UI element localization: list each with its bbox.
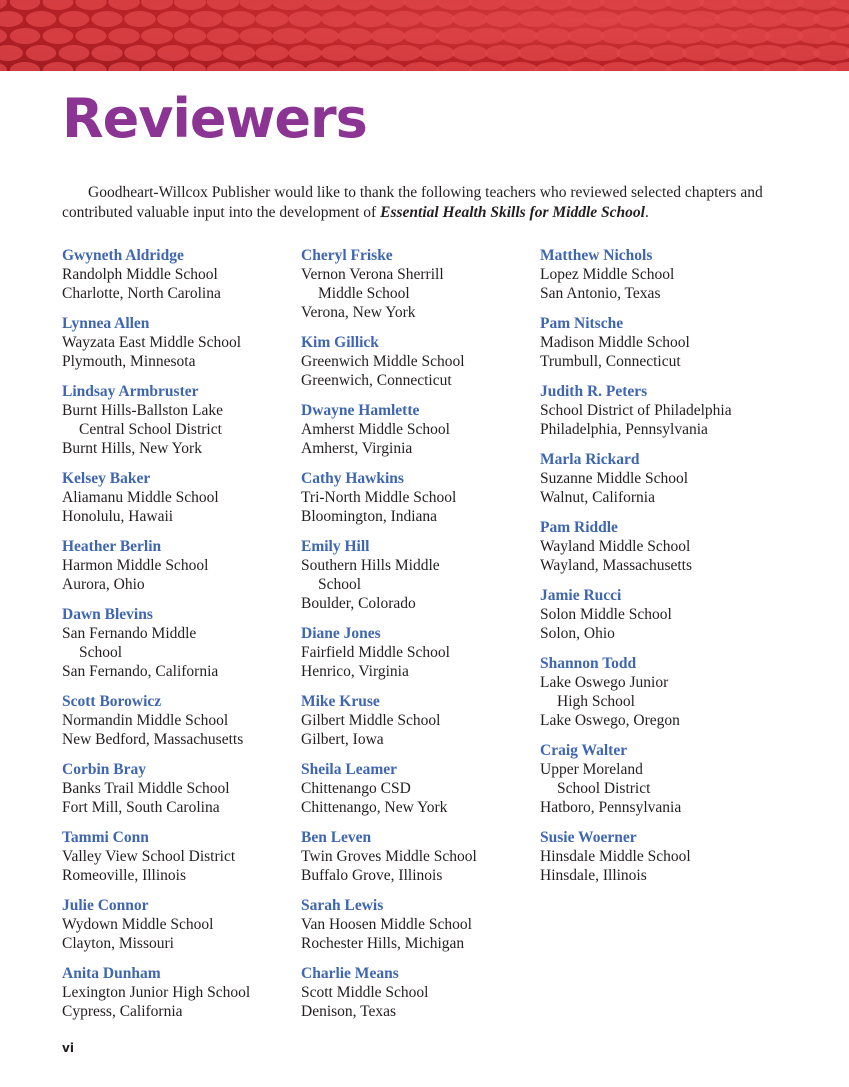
banner-dot (452, 45, 488, 61)
banner-dot (190, 11, 222, 27)
reviewer-name: Lindsay Armbruster (62, 383, 199, 400)
reviewer-school: Central School District (79, 421, 222, 438)
banner-dot (141, 62, 173, 71)
banner-dot (469, 28, 505, 44)
reviewer-entry (540, 654, 780, 730)
reviewer-entry (540, 450, 780, 507)
banner-dot (26, 11, 56, 27)
banner-dot (354, 45, 388, 61)
reviewer-entry (540, 246, 780, 303)
intro-book-title: Essential Health Skills for Middle School (380, 203, 645, 221)
reviewer-school: Middle School (318, 285, 410, 302)
banner-dot (321, 11, 355, 27)
reviewer-school: Chittenango CSD (301, 780, 411, 797)
banner-dot (682, 45, 720, 61)
reviewer-entry (540, 828, 780, 885)
reviewer-school: Gilbert Middle School (301, 712, 441, 729)
banner-dot (10, 0, 40, 10)
reviewer-location: Trumbull, Connecticut (540, 353, 681, 370)
intro-end: . (644, 203, 649, 221)
banner-dot (649, 11, 687, 27)
banner-dot (272, 28, 306, 44)
reviewer-location: Lake Oswego, Oregon (540, 712, 680, 729)
reviewer-school: Greenwich Middle School (301, 353, 465, 370)
reviewer-school: Amherst Middle School (301, 421, 450, 438)
reviewer-name: Susie Woerner (540, 829, 637, 846)
banner-dot (321, 45, 355, 61)
reviewer-name: Dwayne Hamlette (301, 402, 420, 419)
banner-dot (305, 28, 339, 44)
reviewer-name: Matthew Nichols (540, 247, 653, 264)
banner-dot (75, 62, 106, 71)
banner-dot (583, 45, 620, 61)
banner-dot (0, 62, 7, 71)
reviewer-location: Cypress, California (62, 1003, 183, 1020)
banner-dot (239, 0, 272, 10)
reviewer-school: Lake Oswego Junior (540, 674, 669, 691)
banner-dot (469, 62, 505, 71)
reviewer-location: Gilbert, Iowa (301, 731, 384, 748)
reviewer-name: Corbin Bray (62, 761, 146, 778)
reviewer-name: Emily Hill (301, 538, 370, 555)
reviewer-entry (301, 469, 526, 526)
reviewer-name: Dawn Blevins (62, 606, 153, 623)
reviewer-location: Romeoville, Illinois (62, 867, 186, 884)
reviewer-name: Kim Gillick (301, 334, 379, 351)
reviewer-name: Lynnea Allen (62, 315, 150, 332)
banner-dot (91, 45, 122, 61)
reviewer-name: Sheila Leamer (301, 761, 397, 778)
reviewer-location: Chittenango, New York (301, 799, 448, 816)
banner-dot (239, 28, 272, 44)
reviewer-name: Gwyneth Aldridge (62, 247, 184, 264)
reviewer-school: Van Hoosen Middle School (301, 916, 472, 933)
banner-dot (91, 11, 122, 27)
banner-dot (830, 28, 849, 44)
banner-dot (305, 0, 339, 10)
intro-paragraph (62, 183, 782, 222)
reviewer-entry (301, 624, 526, 681)
reviewer-school: Fairfield Middle School (301, 644, 450, 661)
banner-dot (452, 11, 488, 27)
reviewer-school: Madison Middle School (540, 334, 690, 351)
reviewer-location: Hatboro, Pennsylvania (540, 799, 682, 816)
reviewer-column-2 (301, 246, 526, 1032)
banner-dot (502, 28, 538, 44)
reviewer-entry (62, 246, 287, 303)
reviewer-name: Tammi Conn (62, 829, 149, 846)
reviewer-location: San Antonio, Texas (540, 285, 661, 302)
intro-text: Goodheart-Willcox Publisher would like to thank the following teachers who reviewed selected chapters and contributed valuable input into the development of (62, 184, 763, 221)
banner-dot (830, 0, 849, 10)
banner-dot (649, 45, 687, 61)
reviewer-entry (62, 314, 287, 371)
reviewer-location: Buffalo Grove, Illinois (301, 867, 443, 884)
reviewer-school: Banks Trail Middle School (62, 780, 230, 797)
reviewer-entry (301, 828, 526, 885)
banner-dot (141, 28, 173, 44)
banner-dot (535, 0, 572, 10)
reviewer-location: Boulder, Colorado (301, 595, 416, 612)
reviewer-name: Jamie Rucci (540, 587, 622, 604)
banner-dot (502, 62, 538, 71)
reviewer-entry (62, 828, 287, 885)
reviewer-name: Craig Walter (540, 742, 628, 759)
reviewer-entry (62, 537, 287, 594)
banner-dot (288, 45, 322, 61)
banner-dot (338, 0, 372, 10)
reviewer-entry (301, 760, 526, 817)
reviewer-entry (301, 692, 526, 749)
reviewer-location: Hinsdale, Illinois (540, 867, 647, 884)
reviewer-name: Marla Rickard (540, 451, 640, 468)
banner-dot (518, 45, 554, 61)
reviewer-entry (62, 760, 287, 817)
banner-dot (567, 28, 604, 44)
banner-dots-pattern (0, 0, 849, 71)
banner-dot (59, 45, 90, 61)
reviewer-entry (301, 333, 526, 390)
reviewer-entry (62, 692, 287, 749)
banner-dot (10, 28, 40, 44)
banner-dot (616, 11, 654, 27)
banner-dot (223, 45, 256, 61)
reviewer-location: Bloomington, Indiana (301, 508, 438, 525)
reviewer-school: Valley View School District (62, 848, 236, 865)
reviewer-school: Tri-North Middle School (301, 489, 457, 506)
reviewer-school: School (79, 644, 123, 661)
reviewer-name: Diane Jones (301, 625, 381, 642)
banner-dot (354, 11, 388, 27)
reviewer-school: School District of Philadelphia (540, 402, 732, 419)
reviewer-name: Julie Connor (62, 897, 149, 914)
reviewer-school: Hinsdale Middle School (540, 848, 691, 865)
banner-dot (485, 11, 521, 27)
banner-dot (371, 62, 406, 71)
banner-dot (0, 28, 7, 44)
reviewer-location: Solon, Ohio (540, 625, 615, 642)
banner-dot (403, 0, 438, 10)
reviewer-school: Twin Groves Middle School (301, 848, 477, 865)
reviewer-column-3 (540, 246, 780, 896)
banner-dot (419, 45, 454, 61)
banner-dot (666, 62, 704, 71)
banner-dot (666, 0, 704, 10)
banner-dot (174, 62, 206, 71)
reviewer-location: San Fernando, California (62, 663, 219, 680)
reviewer-entry (540, 586, 780, 643)
banner-dot (436, 28, 472, 44)
banner-dot (0, 11, 23, 27)
banner-dot (108, 0, 140, 10)
reviewer-location: Burnt Hills, New York (62, 440, 202, 457)
banner-dot (255, 45, 288, 61)
reviewer-school: Randolph Middle School (62, 266, 218, 283)
reviewer-school: Wayland Middle School (540, 538, 691, 555)
reviewer-entry (62, 896, 287, 953)
banner-dot (633, 0, 671, 10)
banner-dot (272, 0, 306, 10)
reviewer-school: Burnt Hills-Ballston Lake (62, 402, 224, 419)
reviewer-entry (540, 382, 780, 439)
reviewer-location: Aurora, Ohio (62, 576, 145, 593)
reviewer-school: Vernon Verona Sherrill (301, 266, 444, 283)
banner-dot (535, 62, 572, 71)
reviewer-entry (540, 314, 780, 371)
reviewer-location: Verona, New York (301, 304, 416, 321)
banner-dot (666, 28, 704, 44)
reviewer-name: Ben Leven (301, 829, 372, 846)
banner-dot (157, 45, 189, 61)
banner-dot (502, 0, 538, 10)
banner-dot (387, 11, 422, 27)
reviewer-entry (62, 964, 287, 1021)
banner-dot (10, 62, 40, 71)
banner-dot (371, 0, 406, 10)
reviewer-entry (301, 964, 526, 1021)
reviewer-school: Wayzata East Middle School (62, 334, 242, 351)
reviewer-name: Shannon Todd (540, 655, 637, 672)
reviewer-location: Amherst, Virginia (301, 440, 413, 457)
reviewer-school: Southern Hills Middle (301, 557, 440, 574)
reviewer-name: Mike Kruse (301, 693, 380, 710)
page-number: vi (62, 1041, 74, 1055)
reviewer-location: Fort Mill, South Carolina (62, 799, 220, 816)
reviewer-location: Henrico, Virginia (301, 663, 409, 680)
banner-dot (43, 28, 74, 44)
banner-dot (583, 11, 620, 27)
reviewer-school: Suzanne Middle School (540, 470, 689, 487)
reviewer-school: High School (557, 693, 635, 710)
banner-dot (535, 28, 572, 44)
reviewer-location: Philadelphia, Pennsylvania (540, 421, 708, 438)
banner-dot (75, 0, 106, 10)
reviewer-school: Upper Moreland (540, 761, 643, 778)
banner-dot (124, 45, 156, 61)
banner-dot (567, 62, 604, 71)
reviewer-entry (62, 605, 287, 681)
reviewer-location: Greenwich, Connecticut (301, 372, 452, 389)
banner-dot (616, 45, 654, 61)
banner-dot (813, 45, 849, 61)
banner-dot (0, 45, 23, 61)
banner-dot (0, 0, 7, 10)
banner-dot (141, 0, 173, 10)
banner-dot (305, 62, 339, 71)
banner-dot (43, 0, 74, 10)
banner-dot (174, 0, 206, 10)
reviewer-school: Lexington Junior High School (62, 984, 251, 1001)
reviewer-entry (301, 246, 526, 322)
page-title: Reviewers (62, 87, 367, 150)
reviewer-entry (301, 401, 526, 458)
banner-dot (223, 11, 256, 27)
reviewer-entry (301, 537, 526, 613)
banner-dot (108, 62, 140, 71)
reviewer-school: Wydown Middle School (62, 916, 214, 933)
reviewer-name: Anita Dunham (62, 965, 161, 982)
banner-dot (371, 28, 406, 44)
banner-dot (567, 0, 604, 10)
reviewer-location: Clayton, Missouri (62, 935, 174, 952)
reviewer-location: Walnut, California (540, 489, 655, 506)
banner-dot (551, 45, 588, 61)
banner-dot (338, 28, 372, 44)
reviewer-name: Cheryl Friske (301, 247, 393, 264)
banner-dot (419, 11, 454, 27)
reviewer-name: Scott Borowicz (62, 693, 162, 710)
reviewer-school: Solon Middle School (540, 606, 672, 623)
banner-dot (633, 62, 671, 71)
reviewer-entry (301, 896, 526, 953)
reviewer-school: Harmon Middle School (62, 557, 209, 574)
banner-dot (436, 0, 472, 10)
banner-dot (485, 45, 521, 61)
banner-dot (174, 28, 206, 44)
reviewer-name: Pam Riddle (540, 519, 618, 536)
banner-dot (26, 45, 56, 61)
banner-dot (288, 11, 322, 27)
reviewer-name: Judith R. Peters (540, 383, 648, 400)
reviewer-location: Honolulu, Hawaii (62, 508, 174, 525)
reviewer-school: Lopez Middle School (540, 266, 675, 283)
reviewer-school: School District (557, 780, 651, 797)
banner-dot (682, 11, 720, 27)
reviewer-school: Normandin Middle School (62, 712, 229, 729)
banner-dot (813, 11, 849, 27)
reviewer-name: Cathy Hawkins (301, 470, 404, 487)
banner-dot (43, 62, 74, 71)
banner-dot (633, 28, 671, 44)
reviewer-location: Charlotte, North Carolina (62, 285, 221, 302)
banner-dot (403, 62, 438, 71)
banner-dot (469, 0, 505, 10)
reviewer-location: Wayland, Massachusetts (540, 557, 692, 574)
reviewer-entry (62, 469, 287, 526)
reviewer-entry (540, 741, 780, 817)
banner-dot (518, 11, 554, 27)
banner-dot (108, 28, 140, 44)
banner-dot (190, 45, 222, 61)
reviewer-name: Sarah Lewis (301, 897, 384, 914)
banner-dot (600, 0, 638, 10)
reviewer-entry (62, 382, 287, 458)
reviewer-location: Plymouth, Minnesota (62, 353, 196, 370)
banner-dot (387, 45, 422, 61)
reviewer-location: Denison, Texas (301, 1003, 397, 1020)
reviewer-school: San Fernando Middle (62, 625, 197, 642)
header-banner (0, 0, 849, 71)
reviewer-name: Kelsey Baker (62, 470, 151, 487)
banner-dot (272, 62, 306, 71)
banner-dot (830, 62, 849, 71)
reviewer-entry (540, 518, 780, 575)
banner-dot (551, 11, 588, 27)
banner-dot (59, 11, 90, 27)
reviewer-name: Pam Nitsche (540, 315, 624, 332)
banner-dot (338, 62, 372, 71)
reviewer-location: New Bedford, Massachusetts (62, 731, 244, 748)
reviewer-column-1 (62, 246, 287, 1032)
banner-dot (600, 62, 638, 71)
banner-dot (403, 28, 438, 44)
banner-dot (436, 62, 472, 71)
banner-dot (207, 28, 240, 44)
reviewer-location: Rochester Hills, Michigan (301, 935, 465, 952)
banner-dot (207, 62, 240, 71)
reviewer-school: Aliamanu Middle School (62, 489, 219, 506)
reviewer-school: School (318, 576, 362, 593)
reviewer-school: Scott Middle School (301, 984, 429, 1001)
banner-dot (207, 0, 240, 10)
reviewer-name: Charlie Means (301, 965, 399, 982)
reviewer-name: Heather Berlin (62, 538, 162, 555)
banner-dot (75, 28, 106, 44)
banner-dot (255, 11, 288, 27)
banner-dot (600, 28, 638, 44)
banner-dot (239, 62, 272, 71)
banner-dot (157, 11, 189, 27)
banner-dot (124, 11, 156, 27)
